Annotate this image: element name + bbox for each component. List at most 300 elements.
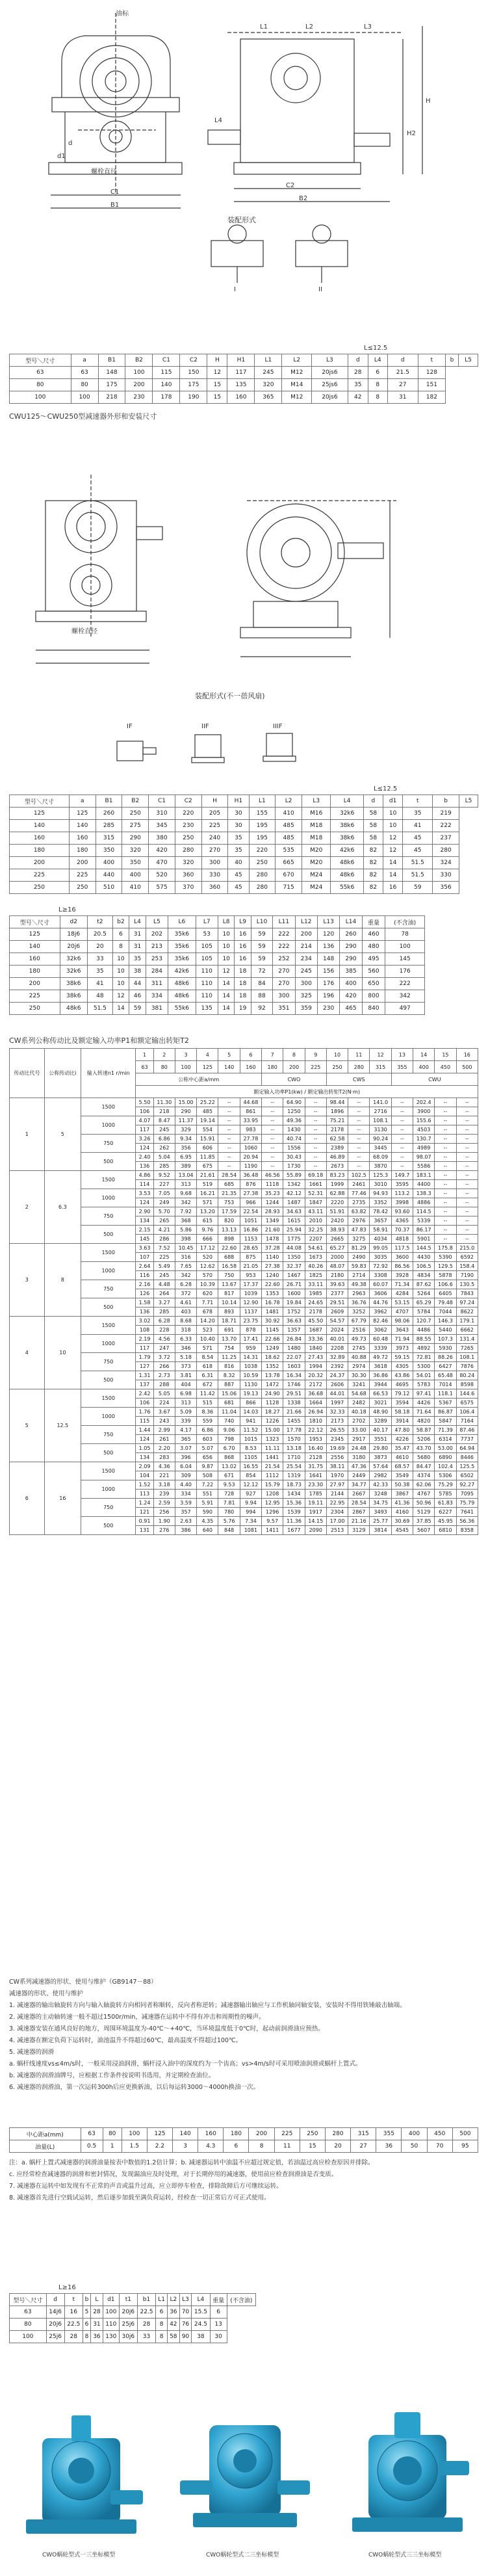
rating-cell: 4284	[391, 1289, 413, 1298]
rating-cell: --	[218, 1153, 240, 1162]
rating-cell: 107.3	[435, 1335, 456, 1344]
table-cell: 38	[129, 966, 146, 978]
note-line: 2. 减速器的主动轴转速一般不超过1500r/min，减速器在运转中不得有冲击和周期性的噪声。	[9, 2014, 265, 2021]
rating-cell: 5.09	[175, 1408, 196, 1417]
table-cell: 105	[196, 941, 218, 953]
table-cell: 560	[362, 966, 385, 978]
rating-cell: --	[218, 1135, 240, 1144]
table-cell: 48k6	[60, 1003, 87, 1015]
rating-cell: 7164	[456, 1417, 478, 1426]
table-cell: 30	[228, 820, 249, 832]
rating-cell: 136	[136, 1308, 153, 1317]
table-cell: 280	[249, 882, 276, 894]
table-cell: 800	[362, 990, 385, 1003]
rating-cell: 2.19	[136, 1335, 153, 1344]
rating-cell: 6592	[456, 1253, 478, 1262]
header-cell: 型号＼尺寸	[10, 2294, 47, 2306]
rating-cell: 1570	[283, 1435, 305, 1444]
rating-cell: 4.35	[197, 1517, 218, 1526]
rating-cell: --	[218, 1098, 240, 1107]
speed-cell: 1000	[81, 1262, 136, 1280]
header-cell: B2	[122, 795, 149, 808]
rating-cell: 656	[197, 1453, 218, 1462]
rating-cell: 266	[153, 1362, 175, 1371]
rating-cell: 224	[153, 1399, 175, 1408]
rating-cell: 20.94	[240, 1153, 261, 1162]
rating-cell: 30.69	[391, 1517, 413, 1526]
rating-cell: 179.1	[456, 1317, 478, 1326]
table-cell: 400	[96, 857, 122, 869]
rating-cell: 42.33	[370, 1480, 391, 1490]
rating-cell: 49.72	[370, 1353, 391, 1362]
rating-cell: 116	[136, 1271, 153, 1280]
table-cell: 18	[235, 990, 251, 1003]
table-cell: 359	[295, 1003, 317, 1015]
rating-cell: 2702	[348, 1417, 370, 1426]
table-cell: 365	[255, 391, 282, 404]
table-cell: 151	[418, 379, 445, 391]
table-cell: 41	[403, 820, 433, 832]
rating-cell: 23.75	[240, 1317, 261, 1326]
rating-cell: 72.92	[370, 1262, 391, 1271]
rating-cell: 10.40	[197, 1335, 218, 1344]
rating-cell: 866	[240, 1399, 261, 1408]
rating-cell: 1487	[283, 1198, 305, 1207]
rating-cell: 4503	[413, 1125, 435, 1135]
table-cell: 200	[10, 857, 70, 869]
rating-cell: --	[348, 1107, 370, 1116]
rating-cell: 1081	[240, 1526, 261, 1535]
rating-cell: 36.48	[240, 1171, 261, 1180]
table-cell: 6	[156, 2306, 168, 2319]
table-cell: 6	[210, 2306, 227, 2319]
rating-cell: --	[456, 1198, 478, 1207]
rating-cell: 551	[197, 1490, 218, 1499]
rating-cell: 144.5	[413, 1244, 435, 1253]
center-cell: 140	[173, 2128, 198, 2140]
rating-cell: 285	[153, 1162, 175, 1171]
rating-cell: 16.86	[240, 1226, 261, 1235]
rating-cell: 4.61	[175, 1298, 196, 1308]
col-number-row	[10, 1049, 478, 1061]
table-cell: 330	[433, 869, 459, 882]
rating-cell: 4160	[391, 1508, 413, 1517]
rating-cell: 2173	[326, 1417, 348, 1426]
rating-cell: 618	[197, 1362, 218, 1371]
rating-cell: 12.90	[240, 1298, 261, 1308]
rating-cell: 125.5	[456, 1462, 478, 1471]
rating-cell: 6502	[456, 1471, 478, 1480]
rating-cell: 21.05	[240, 1262, 261, 1271]
rating-cell: 32.89	[326, 1353, 348, 1362]
rating-cell: 48.07	[326, 1262, 348, 1271]
table-cell: 182	[418, 391, 445, 404]
rating-cell: 2207	[305, 1235, 326, 1244]
table-cell: 135	[227, 379, 255, 391]
header-cell: a	[71, 354, 98, 367]
rating-cell: 1137	[240, 1308, 261, 1317]
notes-title: CW系列减速器的形状、使用与维护（GB9147－88）	[9, 1978, 157, 1986]
rating-cell: 485	[197, 1107, 218, 1116]
rating-cell: 1244	[262, 1198, 283, 1207]
rating-cell: 1.79	[136, 1353, 153, 1362]
rating-cell: 559	[197, 1417, 218, 1426]
rating-cell: 65.48	[435, 1371, 456, 1380]
rating-cell: 1319	[283, 1471, 305, 1480]
rating-cell: 16.55	[240, 1462, 261, 1471]
header-cell: 型号＼尺寸	[10, 354, 71, 367]
table-cell: 270	[273, 966, 295, 978]
rating-cell: 215.0	[456, 1244, 478, 1253]
ratio-cell: 16	[44, 1462, 81, 1535]
header-cell: (不含油)	[227, 2294, 255, 2306]
table-cell: 25js6	[312, 379, 348, 391]
rating-cell: 4767	[413, 1490, 435, 1499]
rating-cell: 14.15	[305, 1517, 326, 1526]
rating-cell: 7876	[456, 1362, 478, 1371]
header-cell: L3	[179, 2294, 192, 2306]
table-cell: 59	[129, 1003, 146, 1015]
rating-cell: 58.91	[370, 1226, 391, 1235]
rating-cell: 966	[240, 1198, 261, 1207]
rating-cell: 22.54	[240, 1207, 261, 1216]
header-cell: H	[207, 354, 227, 367]
rating-cell: 15.79	[262, 1480, 283, 1490]
rating-cell: 47.36	[348, 1462, 370, 1471]
rating-cell: 2.64	[136, 1262, 153, 1271]
table-cell: 35	[87, 966, 112, 978]
rating-cell: 113	[136, 1490, 153, 1499]
rating-cell: 893	[218, 1308, 240, 1317]
oil-qty-cell: 70	[427, 2140, 452, 2153]
rating-cell: 124	[136, 1435, 153, 1444]
table-cell: 16	[235, 928, 251, 941]
rating-cell: 2513	[326, 1526, 348, 1535]
table-cell: 58	[363, 820, 383, 832]
rating-cell: 11.52	[240, 1426, 261, 1435]
table-cell: 80	[71, 379, 98, 391]
rating-cell: 820	[218, 1216, 240, 1226]
assembly-form-ii: II	[318, 286, 322, 293]
oil-quantity-table	[9, 2127, 478, 2153]
rating-cell: 1687	[305, 1326, 326, 1335]
speed-cell: 500	[81, 1153, 136, 1171]
rating-cell: --	[456, 1207, 478, 1216]
dim-l1: L1	[260, 23, 268, 31]
rating-cell: 3308	[370, 1271, 391, 1280]
col-number-cell: 9	[305, 1049, 326, 1061]
speed-cell: 500	[81, 1371, 136, 1389]
rating-cell: 93.60	[391, 1207, 413, 1216]
rating-cell: 86.87	[435, 1408, 456, 1417]
speed-cell: 1500	[81, 1244, 136, 1262]
rating-cell: 45.95	[435, 1517, 456, 1526]
table-cell: 16	[383, 882, 403, 894]
rating-cell: 8358	[456, 1526, 478, 1535]
table-cell: 200	[125, 379, 153, 391]
rating-cell: 876	[240, 1180, 261, 1189]
rating-cell: 60.07	[370, 1280, 391, 1289]
rating-cell: --	[262, 1135, 283, 1144]
rating-cell: 2.90	[136, 1207, 153, 1216]
rating-cell: 158.4	[456, 1262, 478, 1271]
table-cell: 200	[295, 928, 317, 941]
rating-cell: 65.29	[413, 1298, 435, 1308]
rating-cell: 14.31	[240, 1353, 261, 1362]
rating-cell: 2.09	[136, 1462, 153, 1471]
rating-cell: 7.05	[153, 1189, 175, 1198]
rating-cell: 19.13	[240, 1389, 261, 1399]
rating-cell: --	[435, 1135, 456, 1144]
rating-cell: 261	[153, 1435, 175, 1444]
rating-cell: 753	[218, 1198, 240, 1207]
rating-cell: 2.42	[136, 1389, 153, 1399]
rating-cell: 71.94	[391, 1335, 413, 1344]
rating-cell: 29.51	[283, 1389, 305, 1399]
table-cell: 225	[10, 869, 70, 882]
table-cell: 30	[210, 2331, 227, 2343]
table-cell: 178	[153, 391, 180, 404]
rating-cell: 50.96	[413, 1499, 435, 1508]
col-number-cell: 16	[456, 1049, 478, 1061]
oil-qty-cell: 11	[274, 2140, 300, 2153]
rating-cell: 4226	[391, 1435, 413, 1444]
oil-qty-cell: 36	[376, 2140, 402, 2153]
table-cell: 218	[98, 391, 125, 404]
rating-cell: 5680	[413, 1453, 435, 1462]
ratio-cell: 8	[44, 1244, 81, 1317]
table-cell: 510	[96, 882, 122, 894]
rating-cell: 28.93	[262, 1207, 283, 1216]
rating-cell: 49.73	[348, 1335, 370, 1344]
speed-cell: 1000	[81, 1116, 136, 1135]
table-cell: 324	[433, 857, 459, 869]
table-cell: 18j6	[60, 928, 87, 941]
table-cell: 260	[96, 808, 122, 820]
rating-cell: 22.66	[262, 1335, 283, 1344]
center-cell: 160	[198, 2128, 224, 2140]
rating-cell: 221	[153, 1471, 175, 1480]
rating-cell: 4.17	[175, 1426, 196, 1435]
rating-cell: 4820	[413, 1417, 435, 1426]
speed-cell: 500	[81, 1517, 136, 1535]
rating-cell: 2172	[305, 1380, 326, 1389]
rating-cell: 83.23	[326, 1171, 348, 1180]
rating-cell: 1641	[305, 1471, 326, 1480]
rating-cell: 15.06	[218, 1389, 240, 1399]
table-cell: 10	[383, 820, 403, 832]
rating-cell: 24.48	[348, 1444, 370, 1453]
rating-cell: 9.34	[175, 1135, 196, 1144]
rating-row	[10, 1244, 478, 1253]
table-cell: 280	[249, 869, 276, 882]
rating-cell: 22.07	[283, 1353, 305, 1362]
table-cell: 128	[418, 367, 445, 379]
table-cell: 260	[340, 928, 362, 941]
rating-cell: 6575	[456, 1399, 478, 1408]
table-cell: 334	[146, 990, 168, 1003]
rating-cell: 2976	[348, 1216, 370, 1226]
table-cell: 59	[251, 941, 272, 953]
center-distance-cell: 180	[262, 1061, 283, 1073]
table-cell: 125	[10, 808, 70, 820]
rating-cell: 25.22	[197, 1098, 218, 1107]
rating-cell: 5.04	[153, 1153, 175, 1162]
table-cell: 59	[251, 953, 272, 966]
rating-cell: 11.25	[218, 1353, 240, 1362]
center-distance-cell: 500	[456, 1061, 478, 1073]
table-cell: 100	[71, 391, 98, 404]
header-cell: d	[363, 795, 383, 808]
rating-cell: 1481	[262, 1308, 283, 1317]
rating-cell: 1140	[262, 1253, 283, 1262]
rating-cell: 87.62	[413, 1280, 435, 1289]
rating-cell: 3010	[370, 1180, 391, 1189]
rating-cell: 69.18	[305, 1171, 326, 1180]
rating-cell: 3.81	[175, 1371, 196, 1380]
rating-cell: 1600	[283, 1289, 305, 1298]
rating-cell: 62.88	[326, 1189, 348, 1198]
rating-cell: 357	[175, 1508, 196, 1517]
rating-cell: 9.68	[175, 1189, 196, 1198]
rating-cell: --	[391, 1153, 413, 1162]
table-cell: 15	[207, 379, 227, 391]
oil-qty-cell: 95	[452, 2140, 478, 2153]
rating-cell: 245	[153, 1271, 175, 1280]
rating-cell: 688	[218, 1253, 240, 1262]
rating-cell: 40.88	[348, 1353, 370, 1362]
table-row	[10, 2306, 256, 2319]
rating-cell: 125.3	[370, 1171, 391, 1180]
center-distance-cell: 355	[391, 1061, 413, 1073]
header-cell: 重量	[362, 916, 385, 928]
col-number-cell: 8	[283, 1049, 305, 1061]
rating-cell: 16.21	[197, 1189, 218, 1198]
rating-cell: 12.62	[197, 1262, 218, 1271]
rating-cell: 130.7	[413, 1135, 435, 1144]
bottom-table-key-note: L≥16	[58, 2284, 76, 2291]
rating-cell: --	[391, 1135, 413, 1144]
rating-cell: 98.06	[391, 1317, 413, 1326]
rating-cell: 1810	[305, 1417, 326, 1426]
header-cell: B2	[125, 354, 153, 367]
rating-cell: 102.4	[435, 1462, 456, 1471]
table-cell: 350	[122, 857, 149, 869]
table-cell: 160	[69, 832, 96, 845]
rating-cell: 3493	[370, 1508, 391, 1517]
rating-cell: 7.92	[175, 1207, 196, 1216]
table-cell: 465	[340, 1003, 362, 1015]
rating-cell: 27.38	[262, 1262, 283, 1271]
table-cell: 24.5	[192, 2319, 210, 2331]
rating-cell: 1997	[326, 1399, 348, 1408]
rating-cell: 183.1	[413, 1171, 435, 1180]
table-cell: 6	[112, 928, 129, 941]
rating-cell: 8.47	[153, 1116, 175, 1125]
rating-cell: 4892	[413, 1344, 435, 1353]
rating-cell: 2665	[326, 1235, 348, 1244]
rating-cell: 389	[175, 1162, 196, 1171]
note-line: 4. 减速器在额定负荷下运转时，油池温升不得超过60℃，最高温度不得超过100℃。	[9, 2037, 242, 2044]
table-cell: 76	[179, 2319, 192, 2331]
rating-cell: 1478	[262, 1235, 283, 1244]
rating-cell: 67.79	[348, 1317, 370, 1326]
header-cell: L10	[251, 916, 272, 928]
rating-cell: 1411	[262, 1526, 283, 1535]
table-cell: 12	[218, 966, 234, 978]
table-cell: 270	[273, 978, 295, 990]
header-cell: L	[91, 2294, 103, 2306]
rating-cell: 3618	[370, 1362, 391, 1371]
table-row	[10, 2331, 256, 2343]
speed-cell: 750	[81, 1207, 136, 1226]
rating-cell: 75.21	[326, 1116, 348, 1125]
rating-cell: 606	[197, 1144, 218, 1153]
speed-cell: 500	[81, 1444, 136, 1462]
table-cell: 35	[228, 832, 249, 845]
rating-cell: 4305	[391, 1362, 413, 1371]
col-number-cell: 10	[326, 1049, 348, 1061]
rating-cell: --	[435, 1180, 456, 1189]
rating-cell: 1441	[262, 1453, 283, 1462]
rating-cell: 31.75	[305, 1462, 326, 1471]
rating-cell: --	[305, 1153, 326, 1162]
rating-cell: 35.47	[391, 1444, 413, 1453]
rating-cell: 22.95	[326, 1499, 348, 1508]
rating-cell: 1840	[305, 1344, 326, 1353]
rating-cell: 1661	[305, 1180, 326, 1189]
speed-cell: 1500	[81, 1171, 136, 1189]
rating-cell: 2024	[326, 1326, 348, 1335]
speed-cell: 500	[81, 1298, 136, 1317]
model-2	[170, 2399, 320, 2557]
table-cell: 410	[122, 882, 149, 894]
table-cell: 840	[362, 1003, 385, 1015]
rating-cell: 114	[136, 1180, 153, 1189]
table-row	[10, 990, 425, 1003]
oil-qty-cell: 4.3	[198, 2140, 224, 2153]
header-cell: b2	[112, 916, 129, 928]
rating-cell: 47.83	[348, 1226, 370, 1235]
center-cell: 225	[274, 2128, 300, 2140]
table-cell: 38k6	[331, 820, 363, 832]
rating-cell: 117.5	[391, 1244, 413, 1253]
table2-key-note: L≤12.5	[374, 785, 398, 793]
rating-cell: 14.20	[197, 1317, 218, 1326]
rating-cell: 1118	[262, 1180, 283, 1189]
rating-cell: 126	[136, 1289, 153, 1298]
rating-cell: 2377	[326, 1289, 348, 1298]
table-cell: M12	[282, 367, 312, 379]
rating-cell: 4374	[413, 1471, 435, 1480]
rating-cell: 4.86	[136, 1171, 153, 1180]
rating-cell: 1847	[305, 1198, 326, 1207]
rating-cell: 1249	[262, 1344, 283, 1353]
table-cell: 420	[149, 845, 175, 857]
rating-cell: 554	[197, 1125, 218, 1135]
rating-cell: 1710	[283, 1453, 305, 1462]
table-cell: 31	[387, 391, 418, 404]
rating-cell: --	[435, 1098, 456, 1107]
rating-cell: 1775	[283, 1235, 305, 1244]
rating-cell: 36.86	[370, 1371, 391, 1380]
table-cell: 180	[69, 845, 96, 857]
header-row	[10, 916, 425, 928]
rating-cell: 15.00	[175, 1098, 196, 1107]
model-1-image	[6, 2399, 156, 2555]
rating-cell: 79.12	[391, 1389, 413, 1399]
table-cell: M20	[302, 845, 331, 857]
